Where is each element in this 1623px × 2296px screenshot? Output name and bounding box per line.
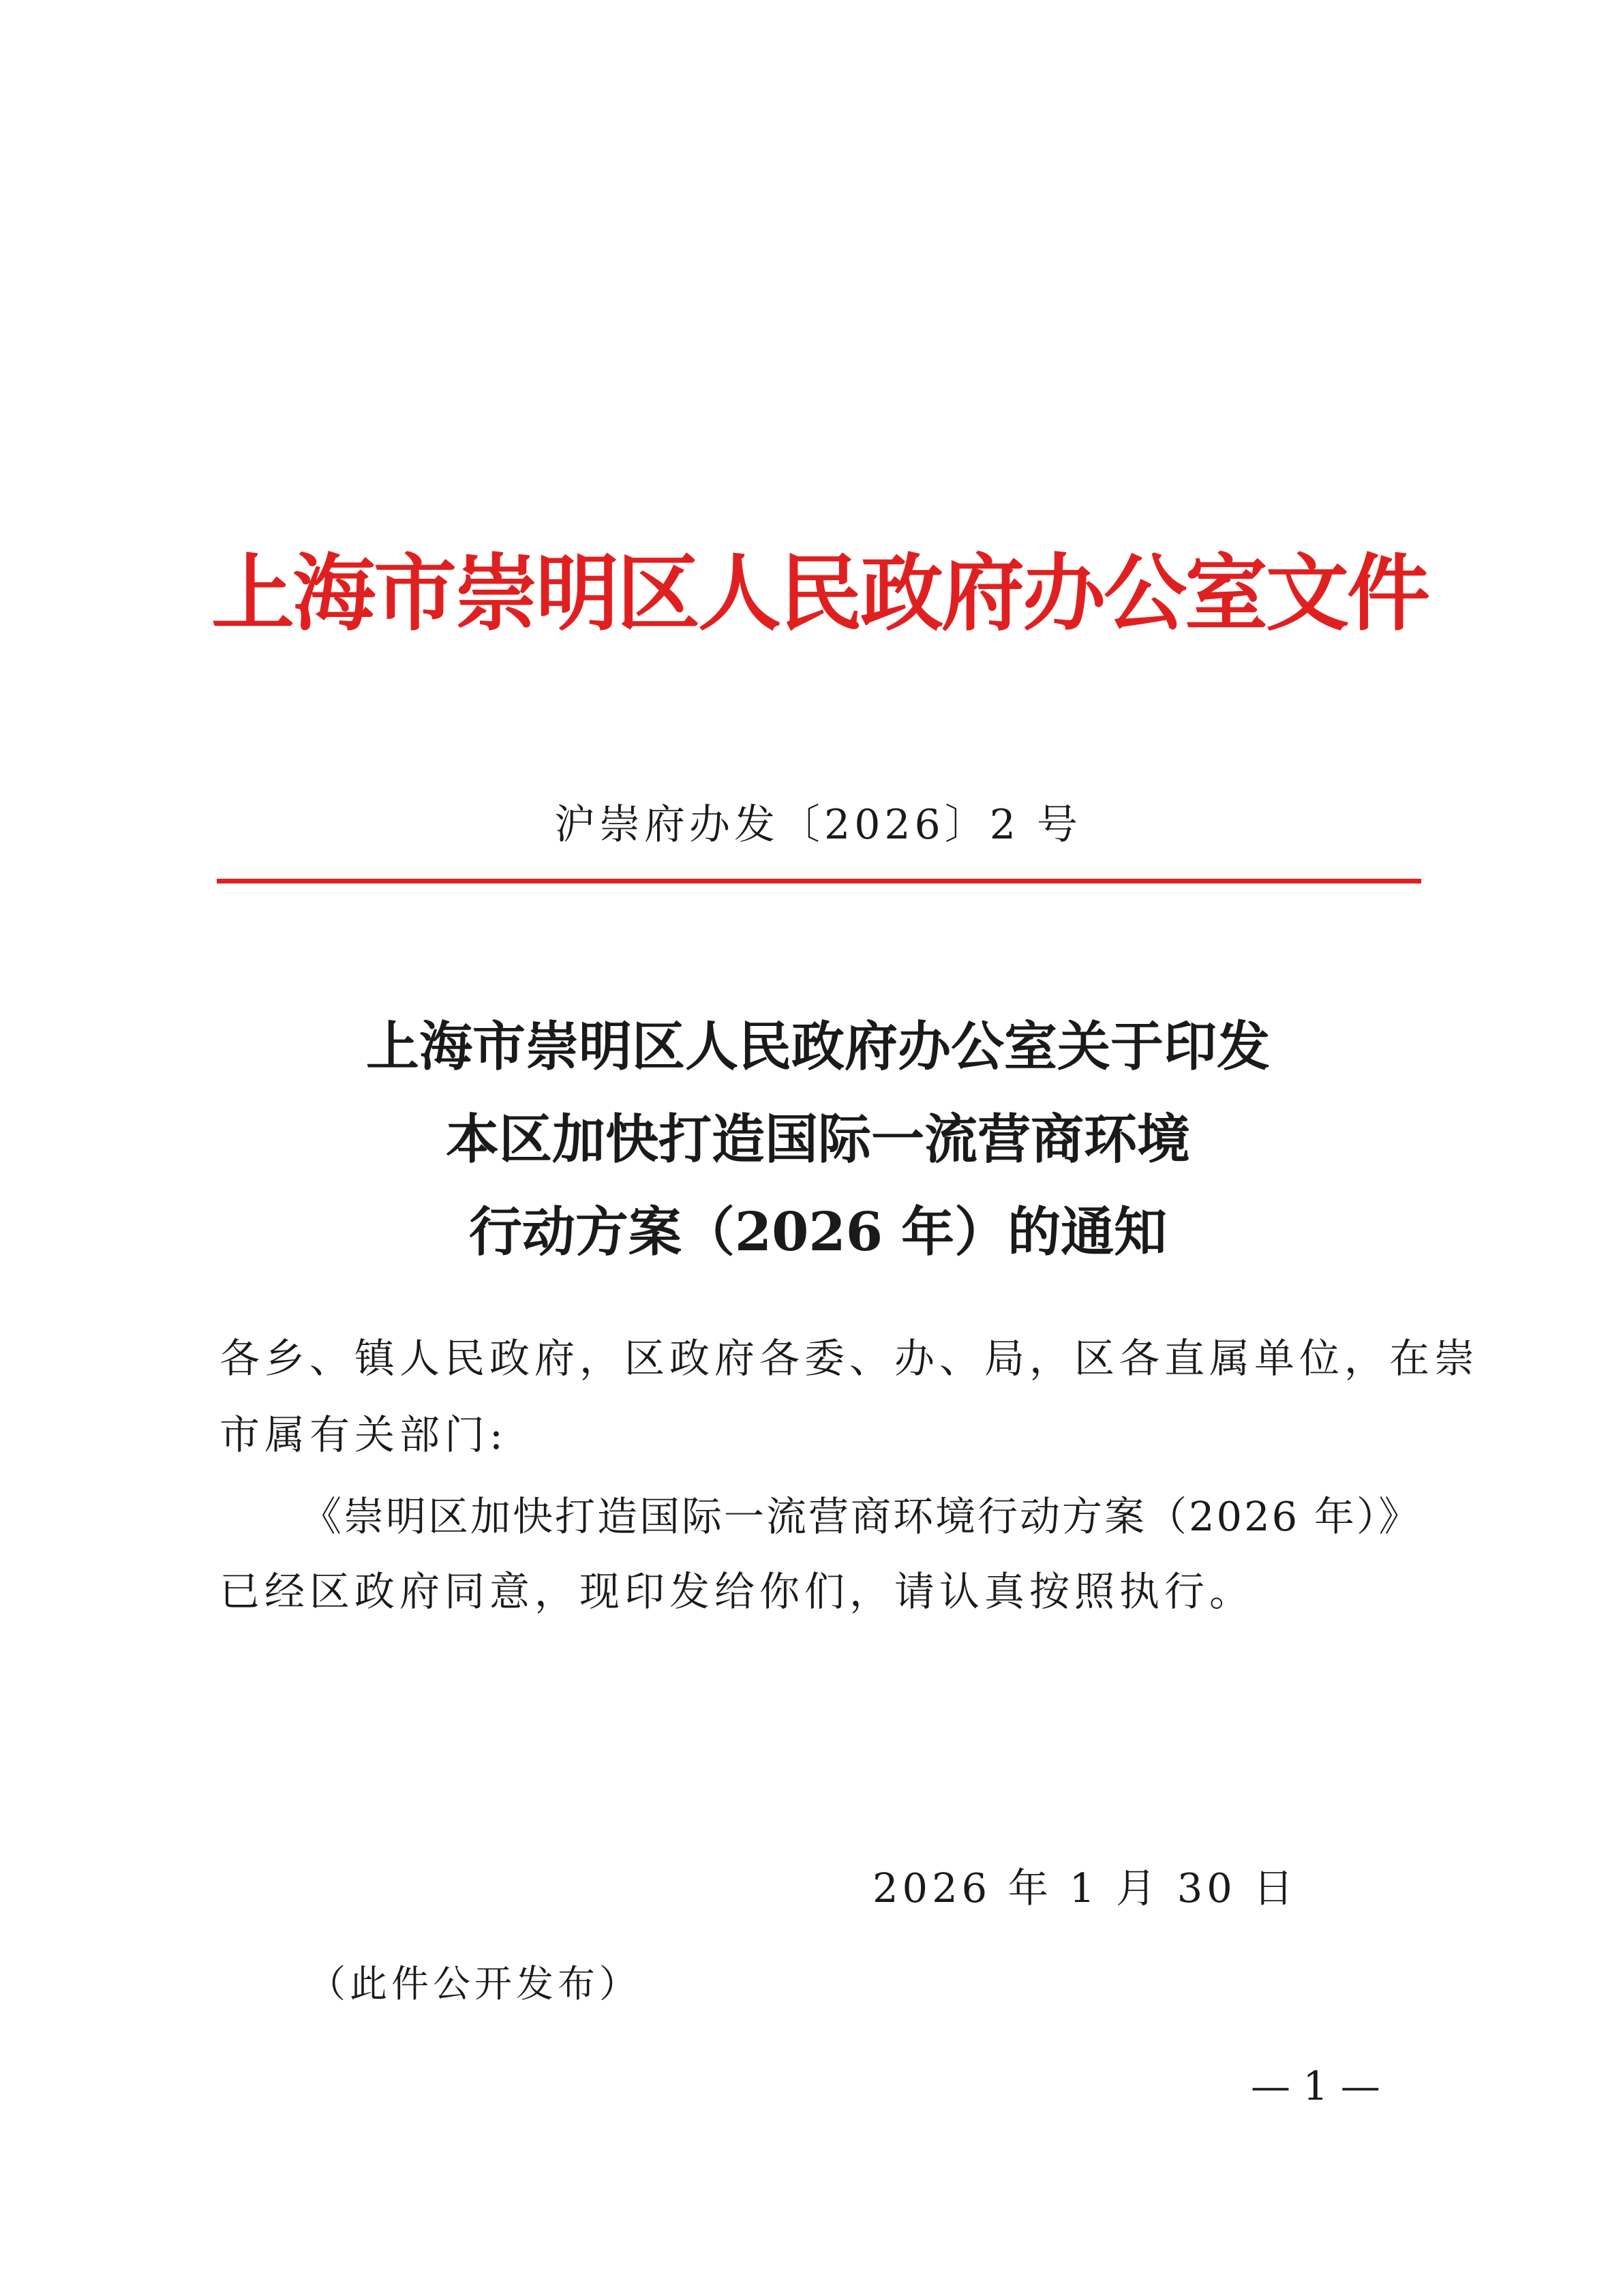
issue-date: 2026 年 1 月 30 日 (873, 1864, 1298, 1912)
body-paragraph-line: 《崇明区加快打造国际一流营商环境行动方案（2026 年）》 (301, 1493, 1421, 1540)
notice-title (204, 1001, 1431, 1279)
notice-title-line: 行动方案（2026 年）的通知 (468, 1201, 1168, 1263)
salutation-line: 市属有关部门: (219, 1411, 508, 1458)
body-paragraph-line: 已经区政府同意，现印发给你们，请认真按照执行。 (219, 1568, 1255, 1615)
page-number: — 1 — (1251, 2063, 1380, 2109)
notice-title-line: 上海市崇明区人民政府办公室关于印发 (365, 1016, 1270, 1078)
notice-title-line: 本区加快打造国际一流营商环境 (445, 1108, 1190, 1170)
publication-note: （此件公开发布） (308, 1962, 641, 2006)
issuer-title: 上海市崇明区人民政府办公室文件 (211, 544, 1428, 642)
red-divider-line (217, 879, 1421, 883)
salutation-line: 各乡、镇人民政府，区政府各委、办、局，区各直属单位，在崇 (219, 1335, 1480, 1382)
document-number: 沪崇府办发〔2026〕2 号 (554, 801, 1082, 849)
